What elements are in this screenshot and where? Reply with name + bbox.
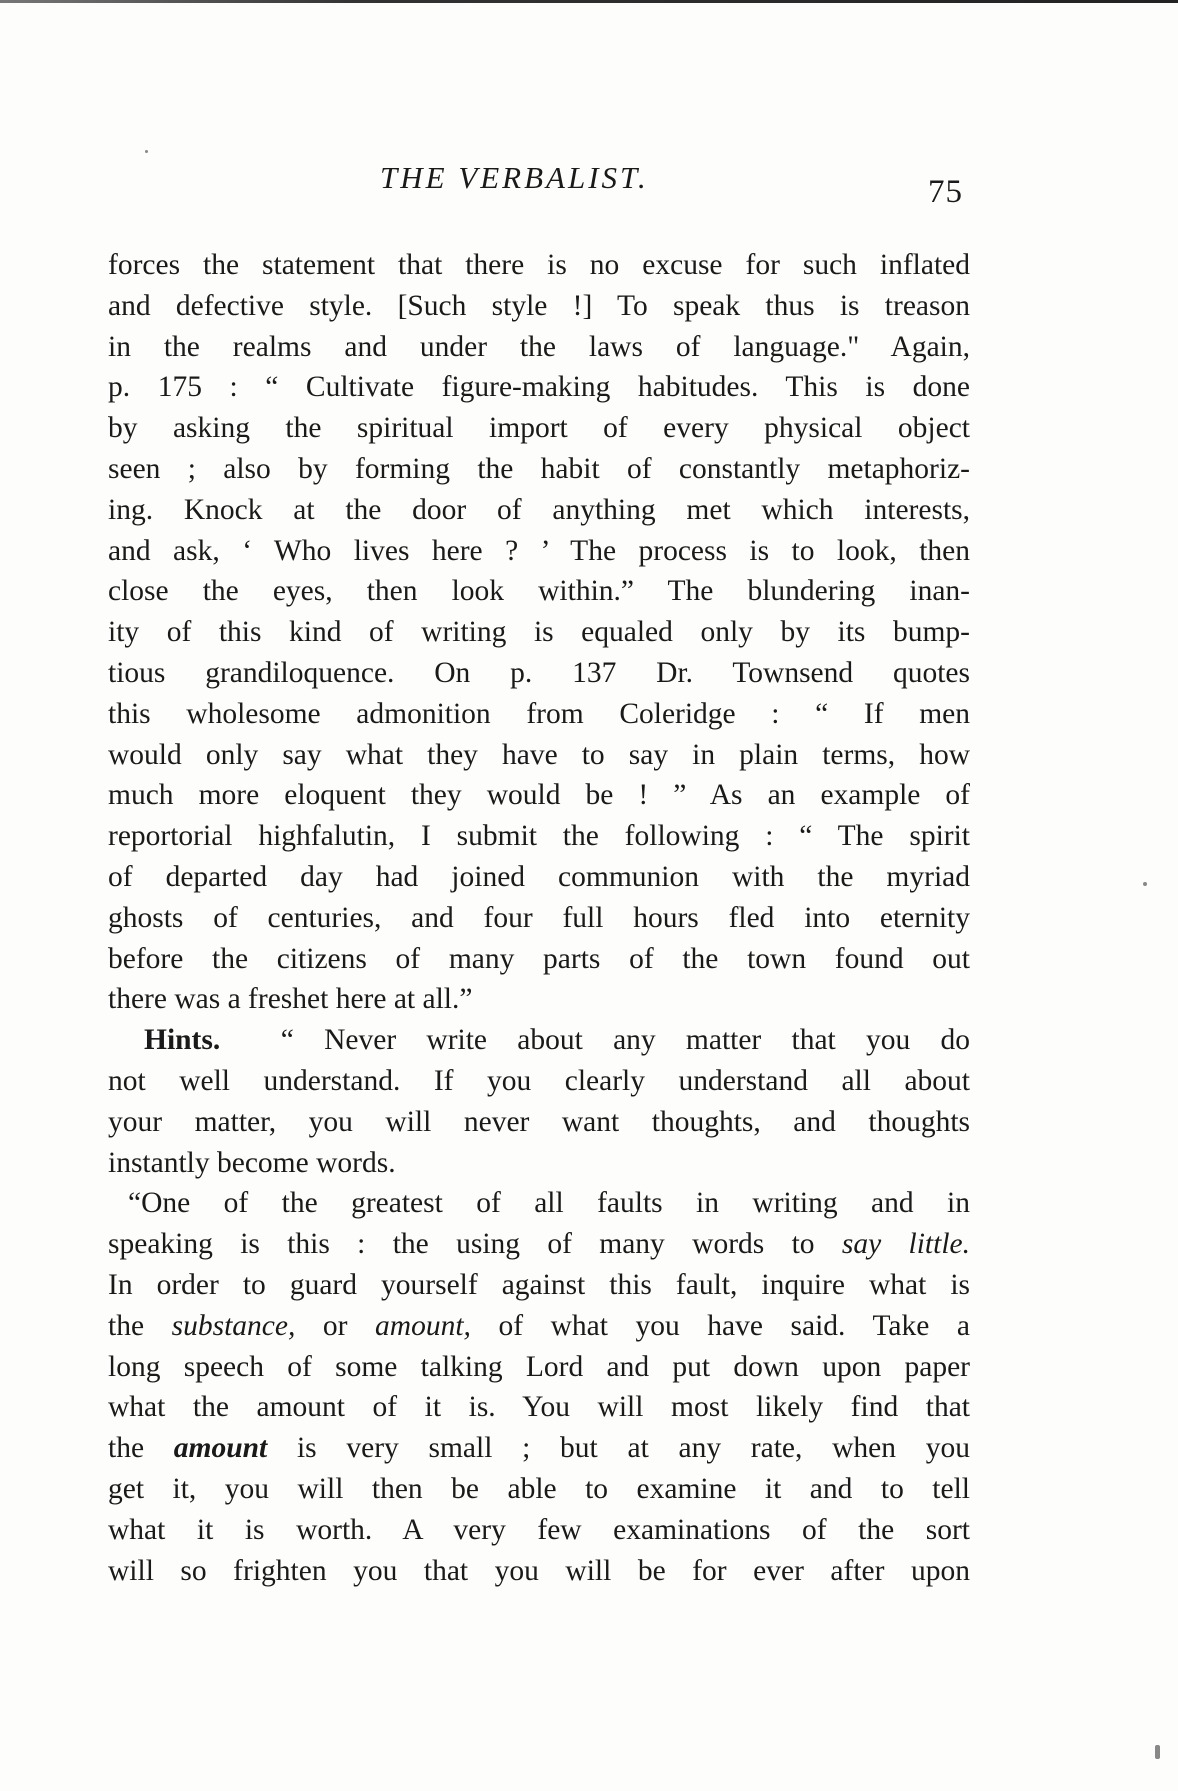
text-line: by asking the spiritual import of every physical object bbox=[108, 412, 970, 445]
text-line bbox=[108, 1183, 970, 1224]
text-line: close the eyes, then look within.” The blundering inan- bbox=[108, 575, 970, 608]
text-line bbox=[108, 1224, 970, 1265]
emphasis-text: amount bbox=[173, 1432, 268, 1465]
print-speck bbox=[1155, 1745, 1160, 1759]
paragraph-continued bbox=[108, 245, 970, 1020]
text-line: of departed day had joined communion with the myriad bbox=[108, 860, 970, 893]
paragraph-hints bbox=[108, 1061, 970, 1183]
text-line: in the realms and under the laws of language." Again, bbox=[108, 330, 970, 363]
text-line-content: of what you have said. Take a bbox=[470, 1309, 970, 1342]
text-line: ity of this kind of writing is equaled only by its bump- bbox=[108, 616, 970, 649]
text-line: not well understand. If you clearly understand all about bbox=[108, 1064, 970, 1097]
text-line: and ask, ‘ Who lives here ? ’ The process is to look, then bbox=[108, 534, 970, 567]
text-line-content: speaking is this : the using of many words to bbox=[108, 1228, 842, 1261]
text-line: In order to guard yourself against this fault, inquire what is bbox=[108, 1268, 970, 1301]
text-line: instantly become words. bbox=[108, 1146, 396, 1179]
text-line: and defective style. [Such style !] To speak thus is treason bbox=[108, 289, 970, 322]
text-line: will so frighten you that you will be for ever after upon bbox=[108, 1554, 970, 1587]
text-line-content: “One of the greatest of all faults in writing and in bbox=[128, 1187, 970, 1220]
print-speck bbox=[145, 150, 148, 153]
text-line: ghosts of centuries, and four full hours fled into eternity bbox=[108, 901, 970, 934]
text-line: what it is worth. A very few examinations of the sort bbox=[108, 1513, 970, 1546]
emphasis-text: substance, bbox=[171, 1309, 296, 1342]
text-line: your matter, you will never want thoughts, and thoughts bbox=[108, 1105, 970, 1138]
text-line-content: the bbox=[108, 1309, 172, 1342]
text-line-content: the bbox=[108, 1432, 174, 1465]
text-line-content: or bbox=[295, 1309, 376, 1342]
text-line bbox=[108, 1428, 970, 1469]
text-line: p. 175 : “ Cultivate figure-making habitudes. This is done bbox=[108, 371, 970, 404]
text-line: ing. Knock at the door of anything met which interests, bbox=[108, 493, 970, 526]
top-edge-rule bbox=[0, 0, 1178, 3]
text-line-content: “ Never write about any matter that you do bbox=[280, 1024, 971, 1057]
text-line: this wholesome admonition from Coleridge : “ If men bbox=[108, 697, 970, 730]
emphasis-text: amount, bbox=[375, 1309, 471, 1342]
text-line: tious grandiloquence. On p. 137 Dr. Townsend quotes bbox=[108, 656, 970, 689]
text-line: long speech of some talking Lord and put down upon paper bbox=[108, 1350, 970, 1383]
text-line bbox=[108, 1020, 970, 1061]
print-speck bbox=[1143, 882, 1147, 886]
page-number: 75 bbox=[928, 174, 963, 210]
text-line: would only say what they have to say in plain terms, how bbox=[108, 738, 970, 771]
page-header bbox=[0, 160, 1178, 210]
section-label-hints: Hints. bbox=[144, 1024, 221, 1057]
text-line: get it, you will then be able to examine it and to tell bbox=[108, 1472, 970, 1505]
text-line: seen ; also by forming the habit of constantly metaphoriz- bbox=[108, 452, 970, 485]
text-line: before the citizens of many parts of the town found out bbox=[108, 942, 970, 975]
text-line-content: is very small ; but at any rate, when you bbox=[267, 1432, 970, 1465]
text-line: there was a freshet here at all.” bbox=[108, 983, 473, 1016]
text-line: much more eloquent they would be ! ” As an example of bbox=[108, 779, 970, 812]
body-text bbox=[108, 245, 970, 1591]
emphasis-text: say little. bbox=[841, 1228, 970, 1261]
text-line bbox=[108, 1306, 970, 1347]
running-title: THE VERBALIST. bbox=[380, 160, 649, 195]
text-line: forces the statement that there is no excuse for such inflated bbox=[108, 249, 970, 281]
text-line: what the amount of it is. You will most likely find that bbox=[108, 1391, 970, 1424]
text-line: reportorial highfalutin, I submit the following : “ The spirit bbox=[108, 820, 970, 853]
